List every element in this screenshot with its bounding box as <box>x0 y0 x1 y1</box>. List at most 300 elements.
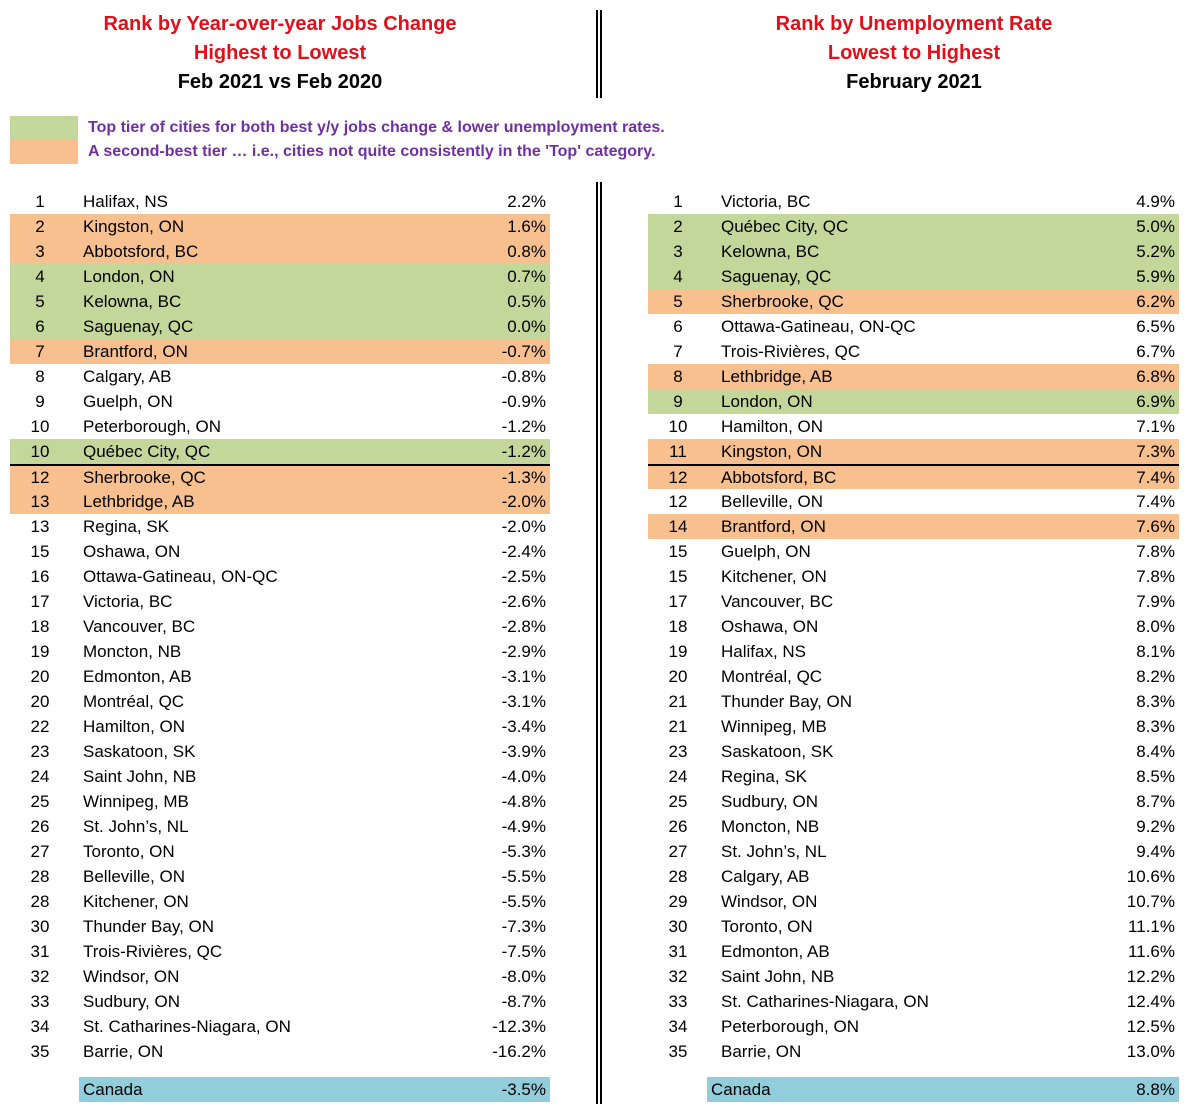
table-row <box>648 514 1179 539</box>
right-title-line2: Lowest to Highest <box>827 42 1001 64</box>
rank-cell: 28 <box>30 867 50 886</box>
table-row <box>10 739 550 764</box>
rank-cell: 5 <box>673 292 683 311</box>
city-cell: Vancouver, BC <box>83 617 196 636</box>
table-row <box>10 214 550 239</box>
city-cell: Lethbridge, AB <box>721 367 833 386</box>
table-row <box>10 689 550 714</box>
city-cell: St. John’s, NL <box>83 817 189 836</box>
city-cell: Winnipeg, MB <box>721 717 827 736</box>
table-row <box>648 214 1179 239</box>
rank-cell: 29 <box>668 892 688 911</box>
city-cell: Calgary, AB <box>83 367 172 386</box>
left-title-line2: Highest to Lowest <box>193 42 367 64</box>
table-row <box>648 314 1179 339</box>
legend-top-text: Top tier of cities for both best y/y jobs change & lower unemployment rates. <box>88 119 665 136</box>
rank-cell: 22 <box>30 717 50 736</box>
legend-top-tier <box>10 116 790 140</box>
rank-cell: 27 <box>30 842 50 861</box>
rank-cell: 34 <box>30 1017 50 1036</box>
value-cell: -1.2% <box>501 417 546 436</box>
city-cell: Saguenay, QC <box>83 317 194 336</box>
value-cell: 8.1% <box>1136 642 1175 661</box>
rank-cell: 20 <box>30 692 50 711</box>
value-cell: 5.9% <box>1136 267 1175 286</box>
city-cell: Sherbrooke, QC <box>721 292 844 311</box>
rank-cell: 30 <box>30 917 50 936</box>
rank-cell: 13 <box>30 492 50 511</box>
table-row <box>648 564 1179 589</box>
city-cell: Barrie, ON <box>721 1042 802 1061</box>
right-subtitle: February 2021 <box>846 71 982 93</box>
rank-cell: 28 <box>668 867 688 886</box>
table-row <box>648 864 1179 889</box>
rank-cell: 5 <box>35 292 45 311</box>
value-cell: -2.8% <box>501 617 546 636</box>
rank-cell: 25 <box>668 792 688 811</box>
rank-cell: 1 <box>673 192 683 211</box>
rank-cell: 16 <box>30 567 50 586</box>
city-cell: Sudbury, ON <box>721 792 819 811</box>
rank-cell: 6 <box>35 317 45 336</box>
table-row <box>10 864 550 889</box>
rank-cell: 9 <box>35 392 45 411</box>
value-cell: -5.5% <box>501 892 546 911</box>
value-cell: 1.6% <box>507 217 546 236</box>
table-row <box>648 589 1179 614</box>
city-cell: Belleville, ON <box>721 492 824 511</box>
rank-cell: 24 <box>668 767 688 786</box>
table-row <box>10 939 550 964</box>
table-row <box>648 289 1179 314</box>
rank-cell: 32 <box>30 967 50 986</box>
table-row <box>10 839 550 864</box>
rank-cell: 21 <box>668 692 688 711</box>
left-subtitle: Feb 2021 vs Feb 2020 <box>177 71 383 93</box>
rank-cell: 30 <box>668 917 688 936</box>
value-cell: -0.7% <box>501 342 546 361</box>
rank-cell: 25 <box>30 792 50 811</box>
rank-cell: 1 <box>35 192 45 211</box>
table-row <box>648 1039 1179 1064</box>
city-cell: Kingston, ON <box>721 442 823 461</box>
left-header <box>30 10 530 97</box>
city-cell: Kingston, ON <box>83 217 185 236</box>
value-cell: -8.7% <box>501 992 546 1011</box>
table-row <box>10 639 550 664</box>
city-cell: Québec City, QC <box>83 442 211 461</box>
legend-second-text: A second-best tier … i.e., cities not quite consistently in the 'Top' category. <box>88 143 656 160</box>
city-cell: Vancouver, BC <box>721 592 834 611</box>
value-cell: 10.6% <box>1126 867 1175 886</box>
left-canada-row <box>79 1077 550 1102</box>
value-cell: 7.4% <box>1136 492 1175 511</box>
city-cell: Montréal, QC <box>83 692 185 711</box>
value-cell: -5.5% <box>501 867 546 886</box>
value-cell: -2.5% <box>501 567 546 586</box>
value-cell: 7.1% <box>1136 417 1175 436</box>
table-row <box>10 1014 550 1039</box>
left-canada-value: -3.5% <box>501 1080 546 1099</box>
value-cell: 5.0% <box>1136 217 1175 236</box>
city-cell: Guelph, ON <box>721 542 811 561</box>
city-cell: Saguenay, QC <box>721 267 832 286</box>
rank-cell: 15 <box>30 542 50 561</box>
left-canada-label: Canada <box>83 1080 143 1099</box>
city-cell: Québec City, QC <box>721 217 849 236</box>
table-row <box>648 714 1179 739</box>
value-cell: 12.4% <box>1126 992 1175 1011</box>
table-row <box>10 314 550 339</box>
rank-cell: 21 <box>668 717 688 736</box>
value-cell: 13.0% <box>1126 1042 1175 1061</box>
value-cell: 7.3% <box>1136 442 1175 461</box>
city-cell: Moncton, NB <box>721 817 820 836</box>
table-divider-line-b <box>600 182 602 1104</box>
rank-cell: 19 <box>30 642 50 661</box>
table-row <box>10 464 550 489</box>
rank-cell: 2 <box>35 217 45 236</box>
unemployment-rate-table <box>648 189 1179 1064</box>
table-row <box>648 689 1179 714</box>
table-row <box>648 539 1179 564</box>
table-row <box>10 789 550 814</box>
value-cell: -2.9% <box>501 642 546 661</box>
header-divider-line-b <box>600 10 602 98</box>
city-cell: Kitchener, ON <box>721 567 827 586</box>
value-cell: -5.3% <box>501 842 546 861</box>
city-cell: St. John’s, NL <box>721 842 827 861</box>
rank-cell: 27 <box>668 842 688 861</box>
value-cell: 10.7% <box>1126 892 1175 911</box>
city-cell: Windsor, ON <box>721 892 818 911</box>
right-canada-row <box>707 1077 1179 1102</box>
value-cell: 7.6% <box>1136 517 1175 536</box>
table-row <box>648 1014 1179 1039</box>
right-header <box>664 10 1164 97</box>
table-row <box>648 439 1179 464</box>
city-cell: Kitchener, ON <box>83 892 189 911</box>
value-cell: -2.0% <box>501 517 546 536</box>
table-row <box>10 564 550 589</box>
city-cell: Brantford, ON <box>83 342 188 361</box>
city-cell: Halifax, NS <box>83 192 169 211</box>
table-row <box>648 364 1179 389</box>
legend-second-tier <box>10 140 790 164</box>
value-cell: 4.9% <box>1136 192 1175 211</box>
city-cell: Winnipeg, MB <box>83 792 189 811</box>
value-cell: 0.0% <box>507 317 546 336</box>
city-cell: St. Catharines-Niagara, ON <box>721 992 929 1011</box>
rank-cell: 24 <box>30 767 50 786</box>
table-row <box>10 764 550 789</box>
right-title-line1: Rank by Unemployment Rate <box>775 13 1053 35</box>
value-cell: -2.0% <box>501 492 546 511</box>
value-cell: 11.6% <box>1128 942 1175 961</box>
value-cell: 8.2% <box>1136 667 1175 686</box>
city-cell: Ottawa-Gatineau, ON-QC <box>721 317 916 336</box>
value-cell: 6.7% <box>1136 342 1175 361</box>
city-cell: Montréal, QC <box>721 667 823 686</box>
table-row <box>648 939 1179 964</box>
value-cell: 6.2% <box>1136 292 1175 311</box>
city-cell: Kelowna, BC <box>83 292 182 311</box>
header-divider-line-a <box>596 10 598 98</box>
city-cell: Saskatoon, SK <box>83 742 196 761</box>
city-cell: Victoria, BC <box>83 592 173 611</box>
rank-cell: 4 <box>673 267 683 286</box>
value-cell: -4.8% <box>501 792 546 811</box>
city-cell: Abbotsford, BC <box>721 468 837 487</box>
city-cell: Windsor, ON <box>83 967 180 986</box>
value-cell: -7.5% <box>501 942 546 961</box>
city-cell: Lethbridge, AB <box>83 492 195 511</box>
table-row <box>648 914 1179 939</box>
value-cell: 8.7% <box>1136 792 1175 811</box>
value-cell: -7.3% <box>501 917 546 936</box>
city-cell: Peterborough, ON <box>721 1017 859 1036</box>
rank-cell: 20 <box>30 667 50 686</box>
table-row <box>648 489 1179 514</box>
city-cell: Victoria, BC <box>721 192 811 211</box>
jobs-change-table <box>10 189 550 1064</box>
rank-cell: 12 <box>668 468 688 487</box>
table-row <box>648 814 1179 839</box>
city-cell: Hamilton, ON <box>83 717 186 736</box>
table-row <box>10 989 550 1014</box>
value-cell: 0.5% <box>507 292 546 311</box>
rank-cell: 12 <box>668 492 688 511</box>
table-row <box>10 889 550 914</box>
rank-cell: 33 <box>30 992 50 1011</box>
table-row <box>10 714 550 739</box>
value-cell: -16.2% <box>492 1042 546 1061</box>
rank-cell: 31 <box>30 942 50 961</box>
table-row <box>648 239 1179 264</box>
rank-cell: 17 <box>668 592 688 611</box>
table-row <box>648 764 1179 789</box>
city-cell: Belleville, ON <box>83 867 186 886</box>
city-cell: Saskatoon, SK <box>721 742 834 761</box>
table-row <box>10 289 550 314</box>
value-cell: -3.1% <box>501 667 546 686</box>
city-cell: Guelph, ON <box>83 392 173 411</box>
rank-cell: 26 <box>668 817 688 836</box>
rank-cell: 23 <box>30 742 50 761</box>
city-cell: Kelowna, BC <box>721 242 820 261</box>
table-row <box>10 489 550 514</box>
table-row <box>648 339 1179 364</box>
rank-cell: 2 <box>673 217 683 236</box>
value-cell: -2.6% <box>501 592 546 611</box>
rank-cell: 8 <box>35 367 45 386</box>
value-cell: 8.3% <box>1136 692 1175 711</box>
rank-cell: 26 <box>30 817 50 836</box>
table-row <box>10 364 550 389</box>
city-cell: Toronto, ON <box>83 842 175 861</box>
rank-cell: 11 <box>669 442 687 461</box>
rank-cell: 10 <box>30 417 50 436</box>
rank-cell: 10 <box>30 442 50 461</box>
rank-cell: 6 <box>673 317 683 336</box>
city-cell: Edmonton, AB <box>83 667 192 686</box>
rank-cell: 13 <box>30 517 50 536</box>
table-row <box>10 589 550 614</box>
table-row <box>10 439 550 464</box>
rank-cell: 23 <box>668 742 688 761</box>
value-cell: 6.5% <box>1136 317 1175 336</box>
table-row <box>10 389 550 414</box>
table-row <box>10 339 550 364</box>
city-cell: London, ON <box>721 392 813 411</box>
value-cell: 0.7% <box>507 267 546 286</box>
city-cell: St. Catharines-Niagara, ON <box>83 1017 291 1036</box>
table-row <box>648 839 1179 864</box>
table-row <box>10 514 550 539</box>
value-cell: 7.8% <box>1136 542 1175 561</box>
table-row <box>10 239 550 264</box>
rank-cell: 9 <box>673 392 683 411</box>
rank-cell: 18 <box>668 617 688 636</box>
value-cell: 7.8% <box>1136 567 1175 586</box>
value-cell: 6.9% <box>1136 392 1175 411</box>
value-cell: 8.3% <box>1136 717 1175 736</box>
value-cell: 12.2% <box>1126 967 1175 986</box>
value-cell: 5.2% <box>1136 242 1175 261</box>
value-cell: -0.8% <box>501 367 546 386</box>
table-row <box>10 264 550 289</box>
city-cell: Calgary, AB <box>721 867 810 886</box>
table-row <box>10 964 550 989</box>
value-cell: -4.0% <box>501 767 546 786</box>
table-row <box>10 414 550 439</box>
value-cell: -3.1% <box>501 692 546 711</box>
table-row <box>648 389 1179 414</box>
rank-cell: 19 <box>668 642 688 661</box>
city-cell: Sherbrooke, QC <box>83 468 206 487</box>
table-row <box>648 614 1179 639</box>
table-row <box>648 464 1179 489</box>
rank-cell: 3 <box>35 242 45 261</box>
city-cell: Halifax, NS <box>721 642 807 661</box>
table-divider-line-a <box>596 182 598 1104</box>
value-cell: 8.0% <box>1136 617 1175 636</box>
rank-cell: 31 <box>668 942 688 961</box>
value-cell: 12.5% <box>1126 1017 1175 1036</box>
city-cell: Thunder Bay, ON <box>83 917 215 936</box>
value-cell: -3.9% <box>501 742 546 761</box>
city-cell: Regina, SK <box>721 767 807 786</box>
rank-cell: 18 <box>30 617 50 636</box>
city-cell: Abbotsford, BC <box>83 242 199 261</box>
table-row <box>648 889 1179 914</box>
rank-cell: 7 <box>35 342 45 361</box>
value-cell: 7.4% <box>1136 468 1175 487</box>
rank-cell: 17 <box>30 592 50 611</box>
value-cell: 9.2% <box>1136 817 1175 836</box>
legend-second-swatch <box>10 140 78 164</box>
table-row <box>648 189 1179 214</box>
rank-cell: 33 <box>668 992 688 1011</box>
table-row <box>648 739 1179 764</box>
table-row <box>648 964 1179 989</box>
value-cell: -1.3% <box>501 468 546 487</box>
value-cell: -3.4% <box>501 717 546 736</box>
city-cell: Regina, SK <box>83 517 169 536</box>
rank-cell: 4 <box>35 267 45 286</box>
city-cell: Saint John, NB <box>83 767 197 786</box>
value-cell: -8.0% <box>501 967 546 986</box>
city-cell: Sudbury, ON <box>83 992 181 1011</box>
city-cell: Peterborough, ON <box>83 417 221 436</box>
rank-cell: 20 <box>668 667 688 686</box>
city-cell: Moncton, NB <box>83 642 182 661</box>
rank-cell: 7 <box>673 342 683 361</box>
left-title-line1: Rank by Year-over-year Jobs Change <box>103 13 457 35</box>
city-cell: Trois-Rivières, QC <box>83 942 223 961</box>
right-canada-label: Canada <box>711 1080 771 1099</box>
table-row <box>10 664 550 689</box>
rank-cell: 8 <box>673 367 683 386</box>
city-cell: Brantford, ON <box>721 517 826 536</box>
table-row <box>10 189 550 214</box>
city-cell: Barrie, ON <box>83 1042 164 1061</box>
value-cell: 8.4% <box>1136 742 1175 761</box>
rank-cell: 32 <box>668 967 688 986</box>
table-row <box>10 1039 550 1064</box>
rank-cell: 14 <box>668 517 688 536</box>
value-cell: 0.8% <box>507 242 546 261</box>
value-cell: -4.9% <box>501 817 546 836</box>
value-cell: -0.9% <box>501 392 546 411</box>
city-cell: Toronto, ON <box>721 917 813 936</box>
value-cell: 8.5% <box>1136 767 1175 786</box>
table-row <box>648 639 1179 664</box>
table-row <box>10 539 550 564</box>
value-cell: -2.4% <box>501 542 546 561</box>
legend-top-swatch <box>10 116 78 140</box>
value-cell: 6.8% <box>1136 367 1175 386</box>
city-cell: Hamilton, ON <box>721 417 824 436</box>
city-cell: Trois-Rivières, QC <box>721 342 861 361</box>
rank-cell: 15 <box>668 542 688 561</box>
rank-cell: 15 <box>668 567 688 586</box>
table-row <box>648 664 1179 689</box>
value-cell: 9.4% <box>1136 842 1175 861</box>
table-row <box>10 814 550 839</box>
rank-cell: 35 <box>668 1042 688 1061</box>
right-canada-value: 8.8% <box>1136 1080 1175 1099</box>
value-cell: -1.2% <box>501 442 546 461</box>
rank-cell: 10 <box>668 417 688 436</box>
rank-cell: 34 <box>668 1017 688 1036</box>
table-row <box>10 614 550 639</box>
value-cell: -12.3% <box>492 1017 546 1036</box>
city-cell: London, ON <box>83 267 175 286</box>
value-cell: 11.1% <box>1128 917 1175 936</box>
table-row <box>648 264 1179 289</box>
city-cell: Thunder Bay, ON <box>721 692 853 711</box>
table-row <box>648 414 1179 439</box>
rank-cell: 35 <box>30 1042 50 1061</box>
city-cell: Ottawa-Gatineau, ON-QC <box>83 567 278 586</box>
rank-cell: 28 <box>30 892 50 911</box>
table-row <box>648 989 1179 1014</box>
city-cell: Oshawa, ON <box>721 617 819 636</box>
rank-cell: 3 <box>673 242 683 261</box>
table-row <box>648 789 1179 814</box>
city-cell: Oshawa, ON <box>83 542 181 561</box>
